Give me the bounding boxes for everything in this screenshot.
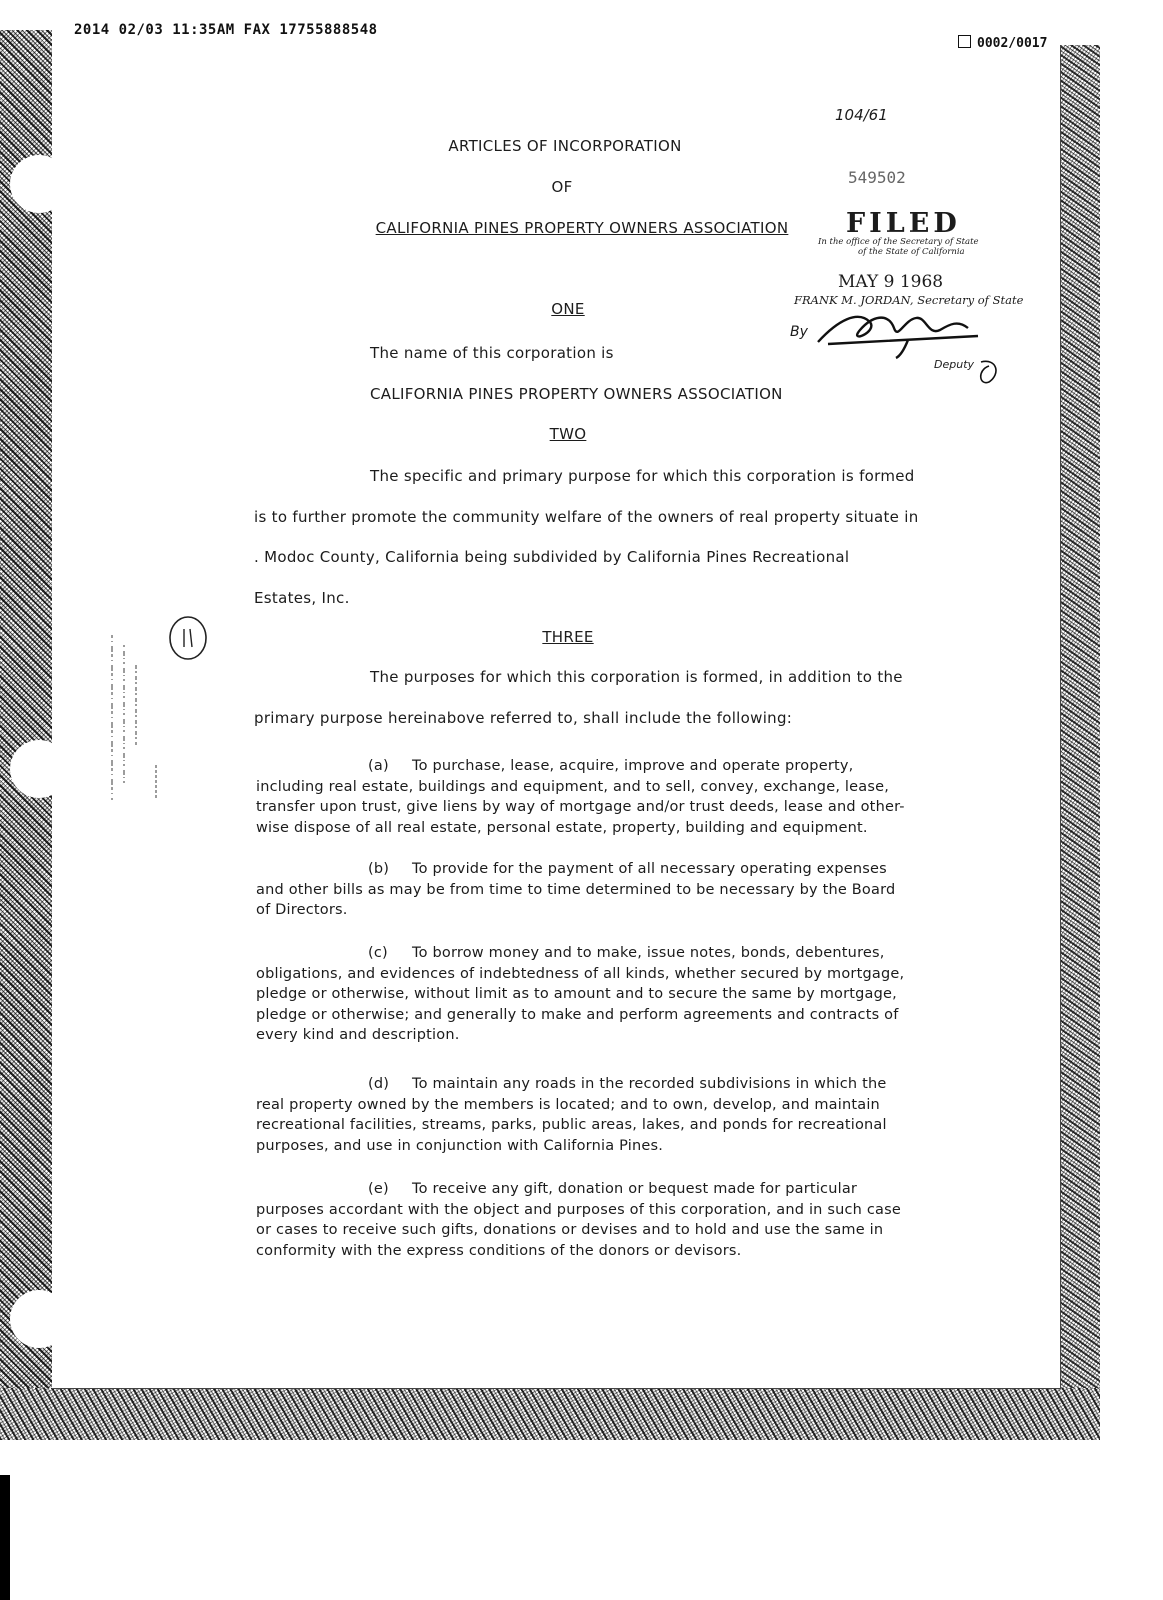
purpose-item-e <box>256 1179 901 1261</box>
item-line: purposes accordant with the object and purposes of this corporation, and in such case <box>256 1201 902 1218</box>
item-line: including real estate, buildings and equipment, and to sell, convey, exchange, lease, <box>256 778 890 795</box>
item-line: To maintain any roads in the recorded subdivisions in which the <box>412 1076 887 1092</box>
checkbox-icon <box>958 35 971 48</box>
rotated-margin-stamp <box>100 625 160 810</box>
item-line: transfer upon trust, give liens by way of mortgage and/or trust deeds, lease and other- <box>256 799 905 815</box>
handwritten-initials: 104/61 <box>835 106 888 124</box>
section-heading-three: THREE <box>542 628 594 646</box>
purpose-item-a <box>256 756 905 838</box>
purpose-item-b <box>256 859 895 921</box>
item-line: To purchase, lease, acquire, improve and operate property, <box>412 758 854 774</box>
filed-stamp-office-line-1: In the office of the Secretary of State <box>818 237 979 247</box>
item-label: (c) <box>368 945 388 961</box>
item-label: (d) <box>368 1076 390 1092</box>
filed-stamp-by: By <box>790 324 808 340</box>
circle-stamp <box>168 615 208 661</box>
title-line-1: ARTICLES OF INCORPORATION <box>448 137 682 155</box>
filed-stamp-deputy: Deputy <box>934 358 975 371</box>
item-line: wise dispose of all real estate, personal estate, property, building and equipment. <box>256 819 868 836</box>
item-line: of Directors. <box>256 902 348 918</box>
filed-stamp-date: MAY 9 1968 <box>838 272 944 292</box>
scan-noise-left-edge <box>0 30 52 1440</box>
item-line: conformity with the express conditions of the donors or devisors. <box>256 1242 742 1259</box>
purpose-item-c <box>256 943 904 1046</box>
item-line: every kind and description. <box>256 1027 460 1043</box>
item-label: (e) <box>368 1181 389 1197</box>
section-one-text: The name of this corporation is <box>370 344 614 362</box>
item-line: recreational facilities, streams, parks, public areas, lakes, and ponds for recreational <box>256 1117 887 1133</box>
item-line: purposes, and use in conjunction with California Pines. <box>256 1137 664 1154</box>
section-two-line: The specific and primary purpose for which this corporation is formed <box>370 467 915 485</box>
item-line: pledge or otherwise, without limit as to amount and to secure the same by mortgage, <box>256 986 897 1002</box>
section-heading-two: TWO <box>549 425 587 443</box>
corporation-name: CALIFORNIA PINES PROPERTY OWNERS ASSOCIATION <box>370 385 783 403</box>
filed-stamp-office <box>818 237 979 257</box>
item-line: and other bills as may be from time to time determined to be necessary by the Board <box>256 881 896 898</box>
item-label: (a) <box>368 758 389 774</box>
section-three-line: primary purpose hereinabove referred to, shall include the following: <box>254 709 793 727</box>
section-two-line: . Modoc County, California being subdivided by California Pines Recreational <box>254 548 850 566</box>
item-line: To receive any gift, donation or bequest made for particular <box>412 1181 858 1197</box>
fax-header-left: 2014 02/03 11:35AM FAX 17755888548 <box>74 22 378 38</box>
section-two-line: Estates, Inc. <box>254 589 350 607</box>
title-line-3: CALIFORNIA PINES PROPERTY OWNERS ASSOCIATION <box>375 219 789 237</box>
section-two-line: is to further promote the community welfare of the owners of real property situate in <box>254 508 919 526</box>
filed-stamp: FILED <box>846 208 961 239</box>
handwritten-signature <box>808 300 998 360</box>
section-three-line: The purposes for which this corporation is formed, in addition to the <box>370 668 903 686</box>
fax-page-count: 0002/0017 <box>977 36 1048 51</box>
section-heading-one: ONE <box>551 300 585 318</box>
purpose-item-d <box>256 1074 887 1156</box>
item-line: To borrow money and to make, issue notes, bonds, debentures, <box>412 945 885 961</box>
fax-page-number <box>958 35 1047 51</box>
item-line: real property owned by the members is located; and to own, develop, and maintain <box>256 1096 880 1113</box>
item-label: (b) <box>368 861 390 877</box>
scan-noise-bottom-edge <box>0 1388 1100 1440</box>
filed-stamp-official: FRANK M. JORDAN, Secretary of State <box>794 293 1024 307</box>
punch-hole <box>10 155 68 213</box>
deputy-mark <box>975 356 1003 386</box>
title-line-2: OF <box>551 178 573 196</box>
punch-hole <box>10 1290 68 1348</box>
filing-number: 549502 <box>848 168 906 187</box>
item-line: obligations, and evidences of indebtedness of all kinds, whether secured by mortgage, <box>256 965 905 982</box>
item-line: To provide for the payment of all necessary operating expenses <box>412 861 887 877</box>
scan-noise-right-edge <box>1060 45 1100 1440</box>
item-line: or cases to receive such gifts, donations or devises and to hold and use the same in <box>256 1222 884 1238</box>
scan-black-bar <box>0 1475 10 1600</box>
filed-stamp-office-line-2: of the State of California <box>858 247 965 257</box>
item-line: pledge or otherwise; and generally to make and perform agreements and contracts of <box>256 1006 899 1023</box>
punch-hole <box>10 740 68 798</box>
